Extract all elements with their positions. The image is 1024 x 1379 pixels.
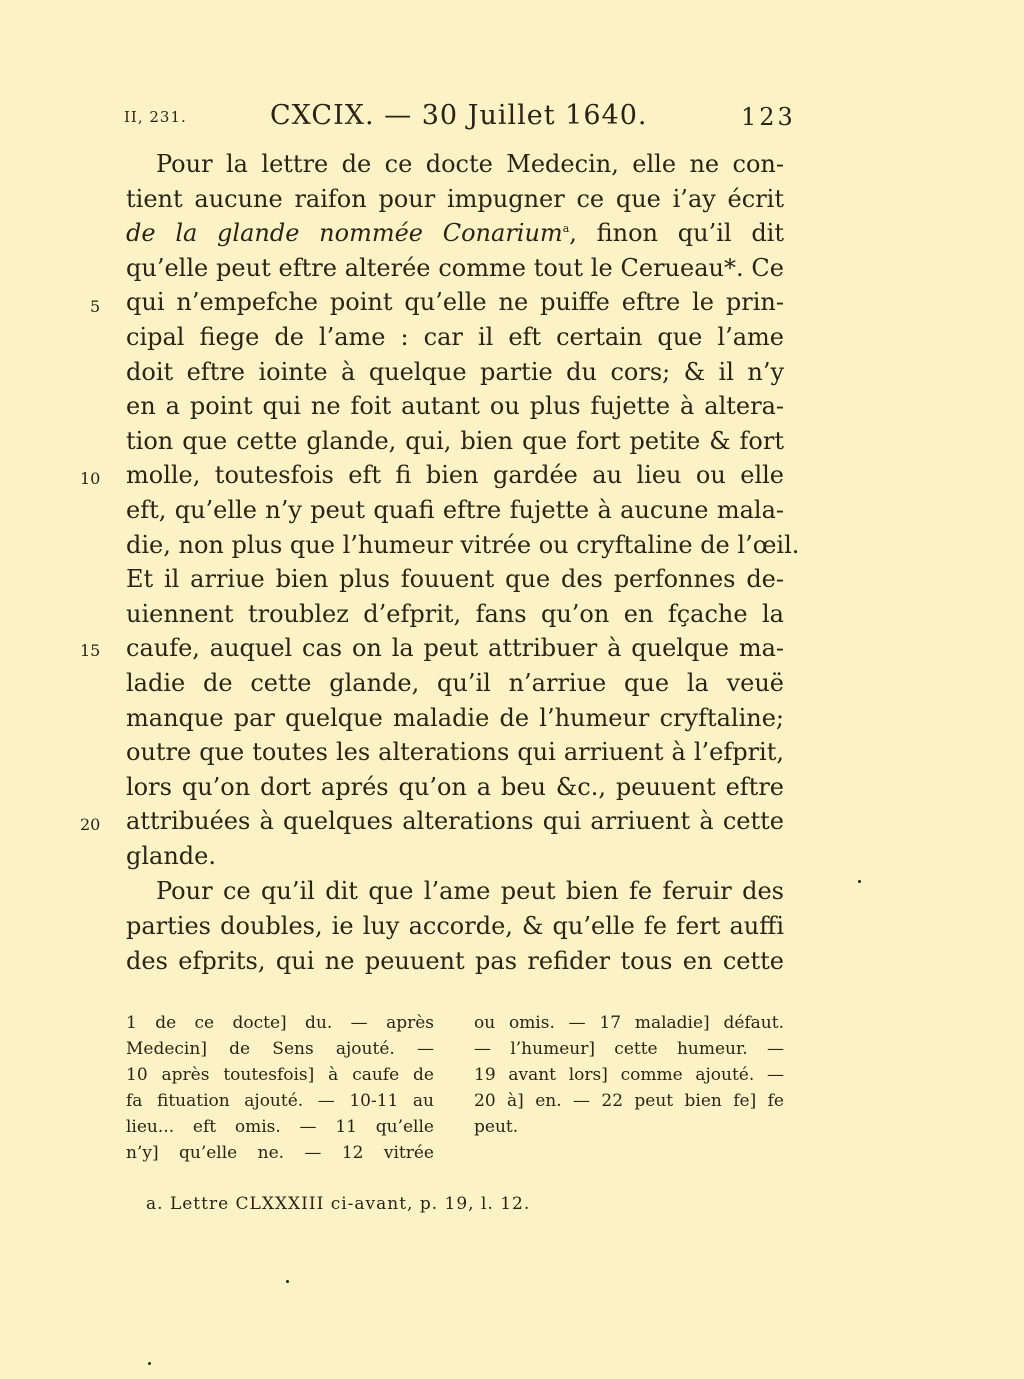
header-title: CXCIX. — 30 Juillet 1640. (270, 100, 648, 131)
variant-line: lieu... eft omis. — 11 qu’elle (126, 1117, 434, 1137)
variants-right-column (474, 1010, 784, 1140)
text-line: attribuées à quelques alterations qui arriuent à cette (126, 807, 784, 836)
page-number: 123 (741, 103, 796, 131)
text-line: caufe, auquel cas on la peut attribuer à quelque ma- (126, 634, 784, 663)
variant-line: ou omis. — 17 maladie] défaut. (474, 1013, 784, 1033)
header-reference: II, 231. (124, 108, 187, 126)
text-line: en a point qui ne foit autant ou plus fujette à altera- (126, 392, 784, 421)
print-speck (858, 880, 861, 883)
text-line: manque par quelque maladie de l’humeur cryftaline; (126, 703, 784, 732)
text-line: doit eftre iointe à quelque partie du cors; & il n’y (126, 357, 784, 386)
variant-line: — l’humeur] cette humeur. — (474, 1039, 784, 1059)
text-line: uiennent troublez d’efprit, fans qu’on en fçache la (126, 599, 784, 628)
line-number: 15 (80, 641, 101, 660)
variant-line: peut. (474, 1117, 519, 1137)
variant-line: 20 à] en. — 22 peut bien fe] fe (474, 1091, 784, 1111)
text-line: outre que toutes les alterations qui arriuent à l’efprit, (126, 738, 784, 767)
variant-line: n’y] qu’elle ne. — 12 vitrée (126, 1143, 434, 1163)
footnote-marker: a (562, 222, 570, 236)
text-line: tion que cette glande, qui, bien que fort petite & fort (126, 426, 784, 455)
text-line: ladie de cette glande, qu’il n’arriue que la veuë (126, 669, 784, 697)
print-speck (286, 1280, 289, 1283)
text-line: des efprits, qui ne peuuent pas refider tous en cette (126, 947, 784, 975)
text-line: tient aucune raifon pour impugner ce que i’ay écrit (126, 184, 784, 213)
text-line: die, non plus que l’humeur vitrée ou cryftaline de l’œil. (126, 530, 800, 559)
line-number: 5 (90, 297, 101, 316)
text-line: Pour la lettre de ce docte Medecin, elle ne con- (156, 150, 784, 178)
print-speck (148, 1362, 151, 1365)
text-line: eft, qu’elle n’y peut quafi eftre fujette à aucune mala- (126, 496, 784, 524)
text-line: glande. (126, 842, 216, 870)
variant-line: 10 après toutesfois] à caufe de (126, 1065, 434, 1085)
variant-line: Medecin] de Sens ajouté. — (126, 1039, 434, 1059)
text-line: cipal fiege de l’ame : car il eft certain que l’ame (126, 323, 784, 351)
text-line: de la glande nommée Conarium$^a$, finon qu’il dit (126, 219, 784, 248)
text-line: qu’elle peut eftre alterée comme tout le Cerueau*. Ce (126, 253, 784, 282)
footnote: a. Lettre CLXXXIII ci-avant, p. 19, l. 12. (146, 1194, 531, 1214)
line-number: 10 (80, 469, 101, 488)
text-line: Pour ce qu’il dit que l’ame peut bien fe feruir des (156, 877, 784, 905)
variant-line: fa fituation ajouté. — 10-11 au (126, 1091, 434, 1111)
text-line: parties doubles, ie luy accorde, & qu’elle fe fert auffi (126, 912, 784, 940)
text-line: lors qu’on dort aprés qu’on a beu &c., peuuent eftre (126, 772, 784, 801)
text-line: qui n’empefche point qu’elle ne puiffe eftre le prin- (126, 288, 784, 317)
variant-line: 1 de ce docte] du. — après (126, 1013, 434, 1033)
variants-left-column (126, 1010, 434, 1166)
text-line: Et il arriue bien plus fouuent que des perfonnes de- (126, 565, 784, 594)
line-number: 20 (80, 815, 101, 834)
variant-line: 19 avant lors] comme ajouté. — (474, 1065, 784, 1085)
text-line: molle, toutesfois eft fi bien gardée au lieu ou elle (126, 461, 784, 490)
